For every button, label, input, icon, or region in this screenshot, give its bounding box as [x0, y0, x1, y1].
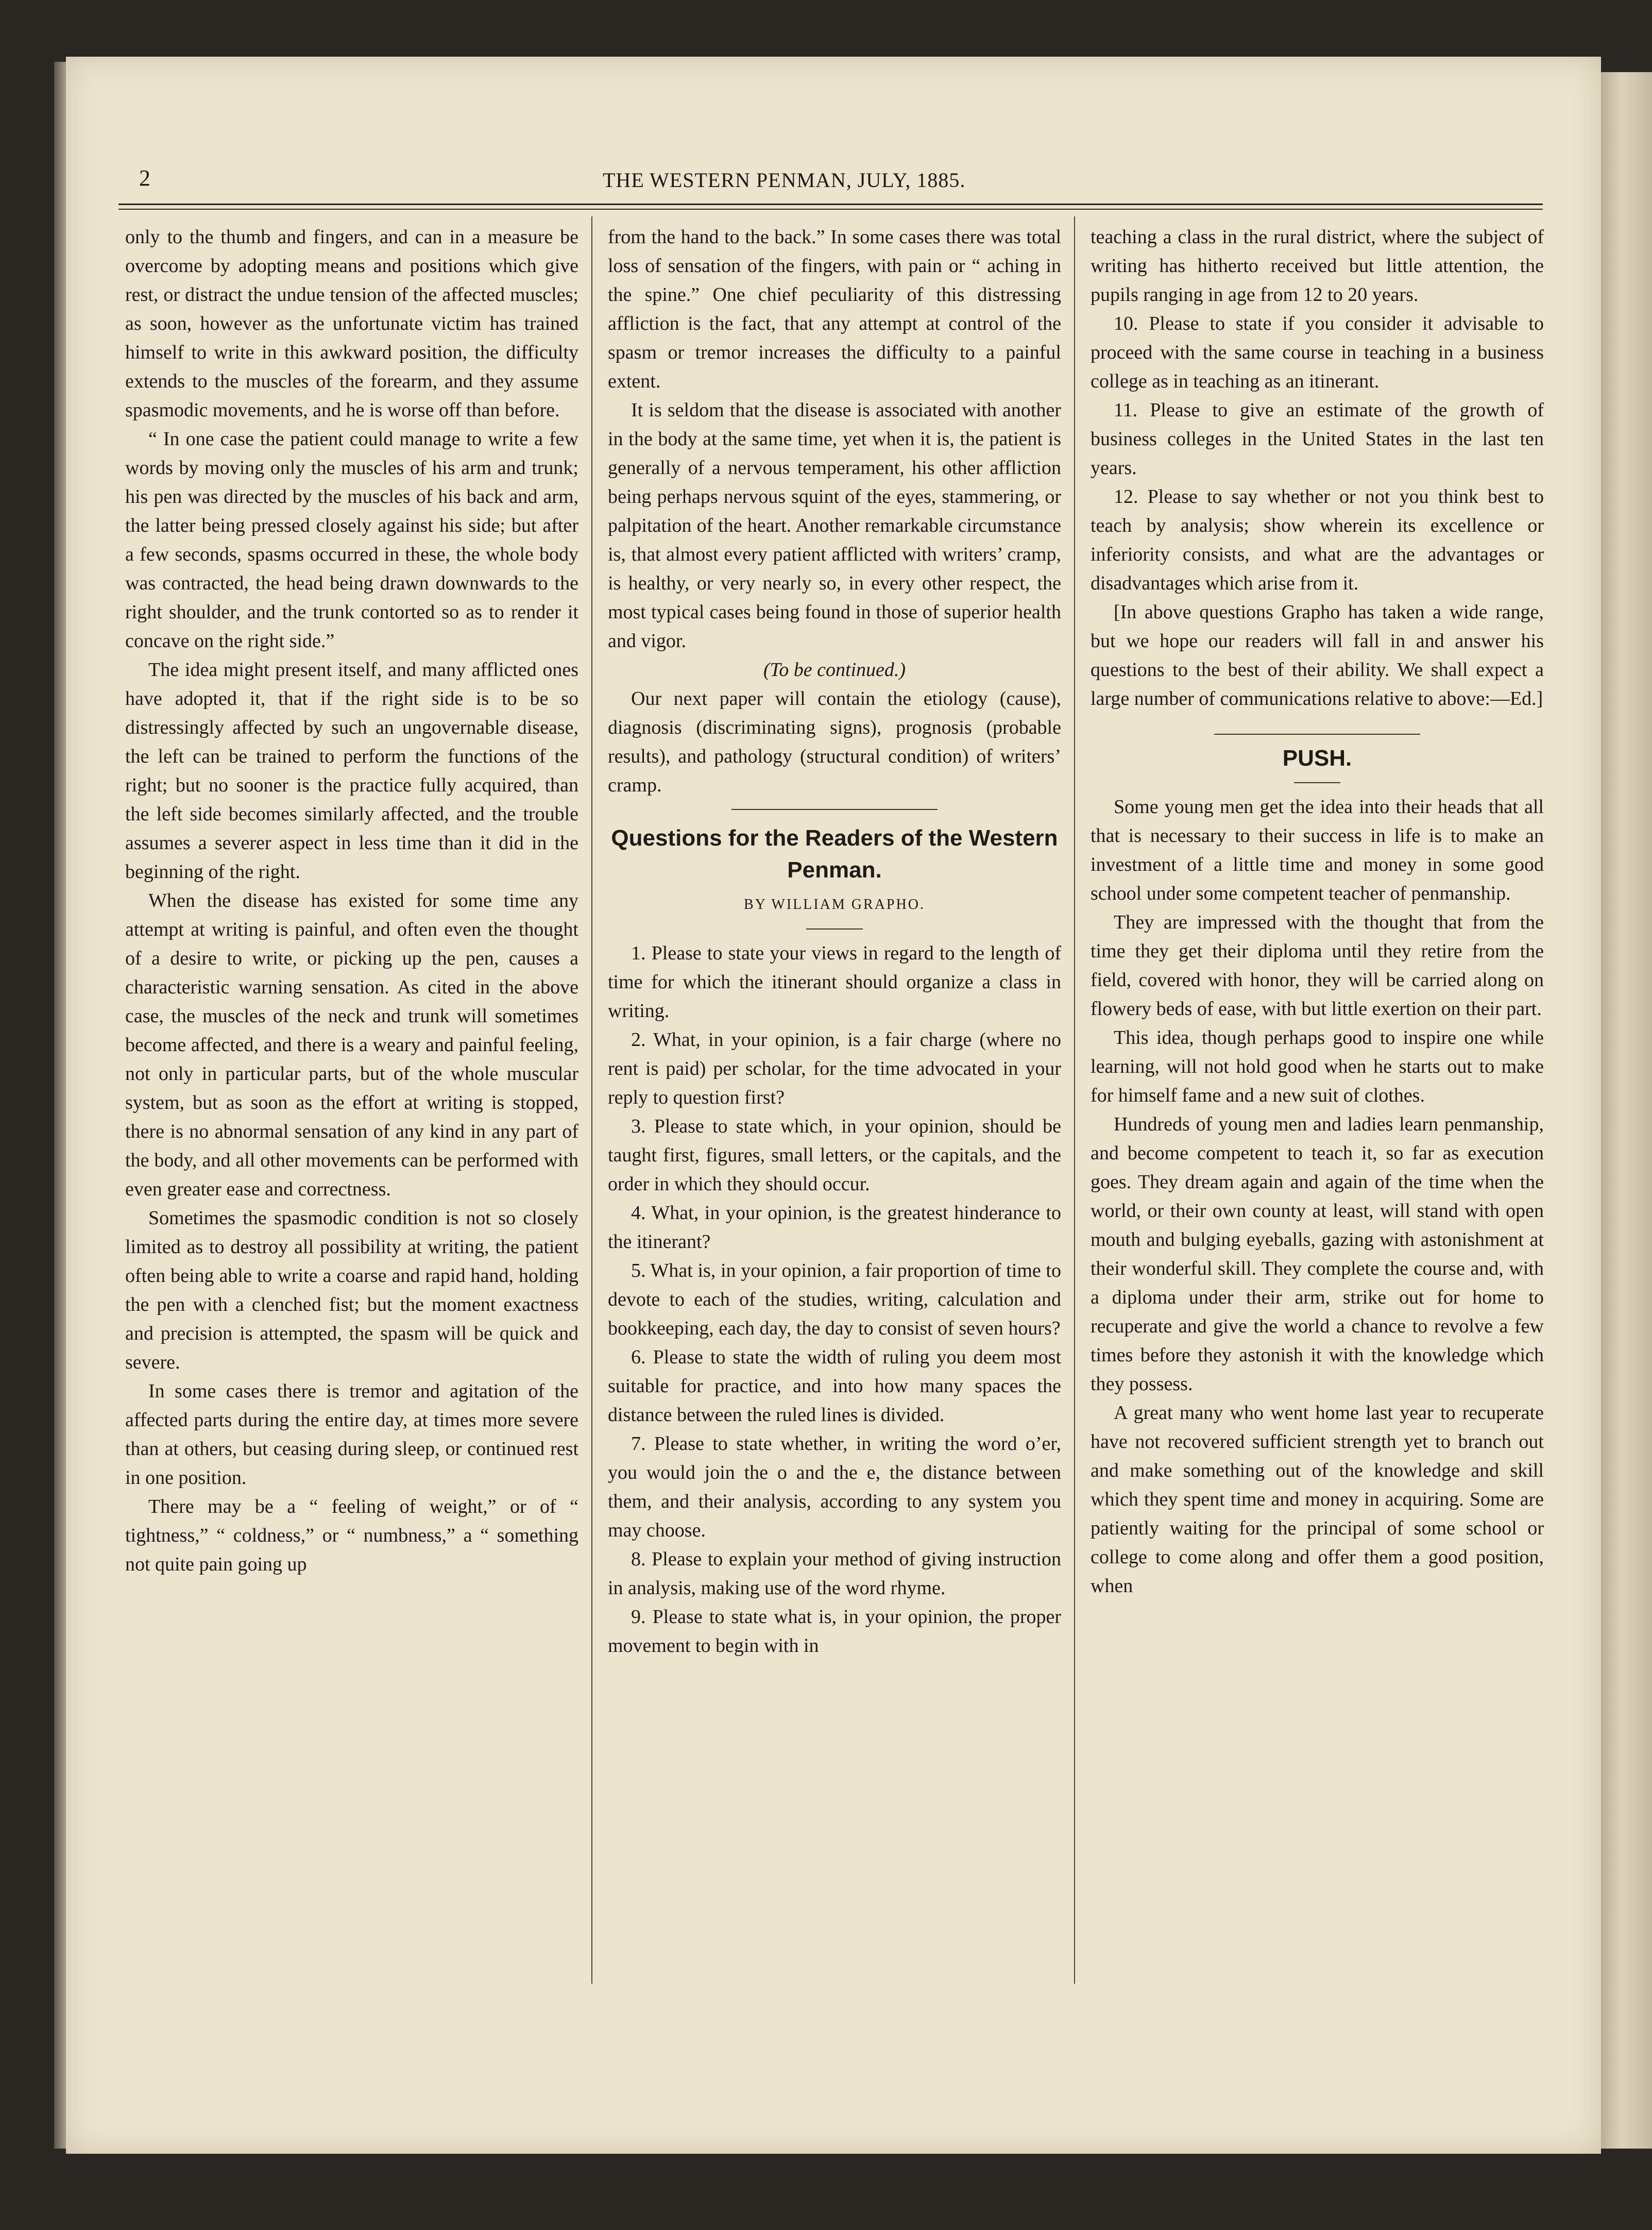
page-edge-right — [1601, 72, 1652, 2149]
paragraph: When the disease has existed for some time any attempt at writing is painful, and often even the thought of a desire to write, or picking up the pen, causes a characteristic warning sensation. As cited in the above case, the muscles of the neck and trunk will sometimes become affected, and there is a weary and painful feeling, not only in particular parts, but of the whole muscular system, but as soon as the effort at writing is stopped, there is no abnormal sensation of any kind in any part of the body, and all other movements can be performed with even greater ease and correctness. — [125, 890, 578, 1200]
heading-rule — [1294, 782, 1340, 783]
question: 6. Please to state the width of ruling you deem most suitable for practice, and into how many spaces the distance between the ruled lines is divided. — [608, 1346, 1061, 1426]
paragraph: “ In one case the patient could manage to write a few words by moving only the muscles of his arm and trunk; his pen was directed by the muscles of his back and arm, the latter being pressed closely against his side; but after a few seconds, spasms occurred in these, the whole body was contracted, the head being drawn downwards to the right shoulder, and the trunk contorted so as to render it concave on the right side.” — [125, 428, 578, 652]
paragraph: They are impressed with the thought that from the time they get their diploma until they retire from the field, covered with honor, they will be carried along on flowery beds of ease, with but little exertion on their part. — [1091, 911, 1544, 1020]
question: 10. Please to state if you consider it advisable to proceed with the same course in teaching in a business college as in teaching as an itinerant. — [1091, 313, 1544, 392]
paragraph: A great many who went home last year to recuperate have not recovered sufficient strength yet to branch out and make something out of the knowledge and skill which they spent time and money in acquiring. Some are patiently waiting for the principal of some school or college to come along and offer them a good position, when — [1091, 1402, 1544, 1597]
article-heading: PUSH. — [1282, 746, 1352, 771]
column-3 — [1091, 223, 1544, 1600]
column-2 — [608, 223, 1061, 1660]
editor-note: [In above questions Grapho has taken a wide range, but we hope our readers will fall in and answer his questions to the best of their ability. We shall expect a large number of communications relative to above:—Ed.] — [1091, 601, 1544, 709]
paragraph: only to the thumb and fingers, and can in a measure be overcome by adopting means and positions which give rest, or distract the undue tension of the affected muscles; as soon, however as the unfortunate victim has trained himself to write in this awkward position, the difficulty extends to the muscles of the forearm, and they assume spasmodic movements, and he is worse off than before. — [125, 226, 578, 421]
to-be-continued: (To be continued.) — [763, 659, 906, 681]
paragraph: The idea might present itself, and many afflicted ones have adopted it, that if the right side is to be so distressingly affected by such an ungovernable disease, the left can be trained to perform the functions of the right; but no sooner is the practice fully acquired, than the left side becomes similarly affected, and the trouble assumes a severer aspect in less time than it did in the beginning of the right. — [125, 659, 578, 883]
question: 12. Please to say whether or not you think best to teach by analysis; show wherein its excellence or inferiority consists, and what are the advantages or disadvantages which arise from it. — [1091, 486, 1544, 594]
question: 8. Please to explain your method of giving instruction in analysis, making use of the word rhyme. — [608, 1548, 1061, 1599]
question: 9. Please to state what is, in your opinion, the proper movement to begin with in — [608, 1606, 1061, 1657]
column-1 — [125, 223, 578, 1579]
paragraph: This idea, though perhaps good to inspire one while learning, will not hold good when he starts out to make for himself fame and a new suit of clothes. — [1091, 1027, 1544, 1106]
running-title: THE WESTERN PENMAN, JULY, 1885. — [603, 168, 966, 192]
header-rule — [118, 204, 1543, 205]
question: 2. What, in your opinion, is a fair charge (where no rent is paid) per scholar, for the time advocated in your reply to question first? — [608, 1029, 1061, 1108]
paragraph: It is seldom that the disease is associated with another in the body at the same time, yet when it is, the patient is generally of a nervous temperament, his other affliction being perhaps nervous squint of the eyes, stammering, or palpitation of the heart. Another remarkable circumstance is, that almost every patient afflicted with writers’ cramp, is healthy, or very nearly so, in every other respect, the most typical cases being found in those of superior health and vigor. — [608, 399, 1061, 652]
section-rule — [731, 809, 938, 810]
column-separator — [1074, 216, 1075, 1984]
paragraph: teaching a class in the rural district, where the subject of writing has hitherto received but little attention, the pupils ranging in age from 12 to 20 years. — [1091, 226, 1544, 306]
question: 4. What, in your opinion, is the greatest hinderance to the itinerant? — [608, 1202, 1061, 1253]
paragraph: Sometimes the spasmodic condition is not so closely limited as to destroy all possibility at writing, the patient often being able to write a coarse and rapid hand, holding the pen with a clenched fist; but the moment exactness and precision is attempted, the spasm will be quick and severe. — [125, 1207, 578, 1373]
paragraph: There may be a “ feeling of weight,” or of “ tightness,” “ coldness,” or “ numbness,” a “ something not quite pain going up — [125, 1496, 578, 1575]
question: 3. Please to state which, in your opinion, should be taught first, figures, small letters, or the capitals, and the order in which they should occur. — [608, 1116, 1061, 1195]
question: 5. What is, in your opinion, a fair proportion of time to devote to each of the studies, writing, calculation and bookkeeping, each day, the day to consist of seven hours? — [608, 1260, 1061, 1339]
header-rule-double — [118, 209, 1543, 210]
section-rule — [1214, 734, 1420, 735]
paragraph: from the hand to the back.” In some cases there was total loss of sensation of the fingers, with pain or “ aching in the spine.” One chief peculiarity of this distressing affliction is the fact, that any attempt at control of the spasm or tremor increases the difficulty to a painful extent. — [608, 226, 1061, 392]
question: 7. Please to state whether, in writing the word o’er, you would join the o and the e, the distance between them, and their analysis, according to any system you may choose. — [608, 1433, 1061, 1541]
column-separator — [591, 216, 592, 1984]
paragraph: Hundreds of young men and ladies learn penmanship, and become competent to teach it, so far as execution goes. They dream again and again of the time when the world, or their own county at least, will stand with open mouth and bulging eyeballs, gazing with astonishment at their wonderful skill. They complete the course and, with a diploma under their arm, strike out for home to recuperate and give the world a chance to revolve a few times before they astonish it with the knowledge which they possess. — [1091, 1113, 1544, 1395]
paragraph: Some young men get the idea into their heads that all that is necessary to their success in life is to make an investment of a little time and money in some good school under some competent teacher of penmanship. — [1091, 796, 1544, 904]
paragraph: Our next paper will contain the etiology (cause), diagnosis (discriminating signs), prognosis (probable results), and pathology (structural condition) of writers’ cramp. — [608, 688, 1061, 796]
question: 1. Please to state your views in regard to the length of time for which the itinerant should organize a class in writing. — [608, 942, 1061, 1022]
paragraph: In some cases there is tremor and agitation of the affected parts during the entire day, at times more severe than at others, but ceasing during sleep, or continued rest in one position. — [125, 1380, 578, 1489]
byline: BY WILLIAM GRAPHO. — [744, 897, 925, 913]
page-header — [72, 165, 1545, 196]
page-number: 2 — [139, 165, 151, 191]
question: 11. Please to give an estimate of the growth of business colleges in the United States in the last ten years. — [1091, 399, 1544, 479]
byline-rule — [806, 928, 863, 930]
article-heading: Questions for the Readers of the Western Penman. — [611, 825, 1058, 883]
